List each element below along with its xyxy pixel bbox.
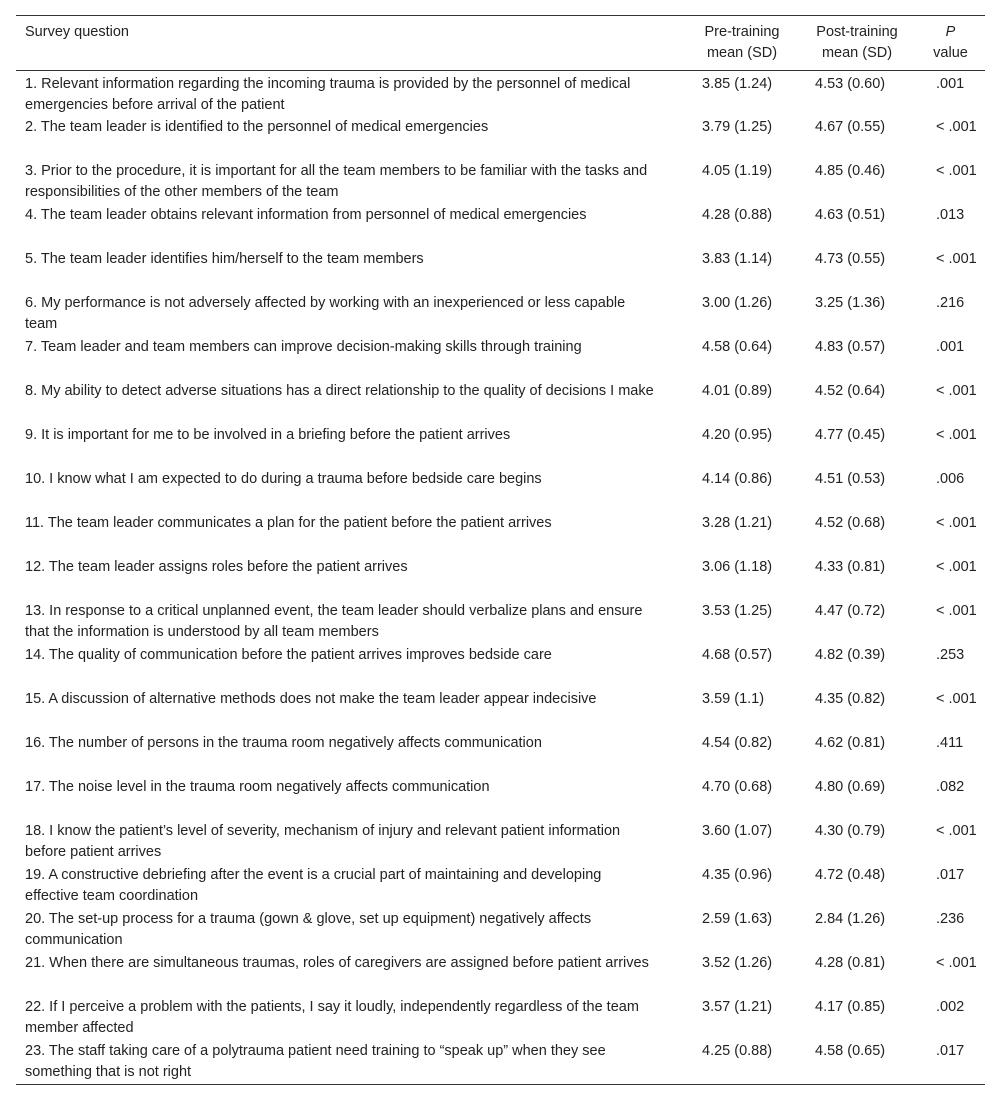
p-value-cell: < .001 bbox=[936, 691, 977, 707]
post-training-cell: 3.25 (1.36) bbox=[815, 295, 886, 311]
p-value-cell: < .001 bbox=[936, 603, 977, 619]
p-value-cell: .006 bbox=[936, 471, 965, 487]
table-row bbox=[16, 600, 985, 644]
header-post-line2: mean (SD) bbox=[821, 45, 893, 61]
p-value-cell: .017 bbox=[936, 1043, 965, 1059]
post-training-cell: 4.85 (0.46) bbox=[815, 163, 886, 179]
table-row bbox=[16, 424, 985, 468]
header-survey-question bbox=[16, 16, 686, 71]
pre-training-cell: 3.52 (1.26) bbox=[702, 955, 773, 971]
question-cell: 11. The team leader communicates a plan for the patient before the patient arrives bbox=[25, 515, 552, 531]
question-cell: 5. The team leader identifies him/herself to the team members bbox=[25, 251, 424, 267]
p-value-cell: .001 bbox=[936, 339, 965, 355]
post-training-cell: 4.77 (0.45) bbox=[815, 427, 886, 443]
p-value-cell: .013 bbox=[936, 207, 965, 223]
table-body bbox=[16, 71, 985, 1085]
question-cell: 12. The team leader assigns roles before the patient arrives bbox=[25, 559, 408, 575]
post-training-cell: 4.73 (0.55) bbox=[815, 251, 886, 267]
post-training-cell: 4.83 (0.57) bbox=[815, 339, 886, 355]
survey-results-table bbox=[16, 15, 985, 1085]
pre-training-cell: 4.35 (0.96) bbox=[702, 867, 773, 883]
p-value-cell: .002 bbox=[936, 999, 965, 1015]
question-cell: 1. Relevant information regarding the incoming trauma is provided by the personnel of medical emergencies before arrival of the patient bbox=[25, 76, 631, 113]
pre-training-cell: 2.59 (1.63) bbox=[702, 911, 773, 927]
post-training-cell: 4.63 (0.51) bbox=[815, 207, 886, 223]
p-value-cell: .001 bbox=[936, 76, 965, 92]
table-row bbox=[16, 116, 985, 160]
pre-training-cell: 4.25 (0.88) bbox=[702, 1043, 773, 1059]
post-training-cell: 4.35 (0.82) bbox=[815, 691, 886, 707]
table-row bbox=[16, 204, 985, 248]
question-cell: 23. The staff taking care of a polytrauma patient need training to “speak up” when they see something that is not right bbox=[25, 1043, 606, 1080]
post-training-cell: 2.84 (1.26) bbox=[815, 911, 886, 927]
table-row bbox=[16, 820, 985, 864]
p-value-cell: < .001 bbox=[936, 955, 977, 971]
table-header bbox=[16, 16, 985, 71]
header-question-label: Survey question bbox=[25, 24, 129, 40]
header-p-italic: P bbox=[945, 24, 956, 40]
p-value-cell: < .001 bbox=[936, 427, 977, 443]
table-row bbox=[16, 380, 985, 424]
p-value-cell: .017 bbox=[936, 867, 965, 883]
pre-training-cell: 4.28 (0.88) bbox=[702, 207, 773, 223]
pre-training-cell: 4.68 (0.57) bbox=[702, 647, 773, 663]
table-row bbox=[16, 644, 985, 688]
question-cell: 19. A constructive debriefing after the event is a crucial part of maintaining and developing effective team coordination bbox=[25, 867, 602, 904]
header-p-value bbox=[916, 16, 985, 71]
pre-training-cell: 4.54 (0.82) bbox=[702, 735, 773, 751]
table-row bbox=[16, 908, 985, 952]
table-row bbox=[16, 1040, 985, 1084]
question-cell: 14. The quality of communication before the patient arrives improves bedside care bbox=[25, 647, 552, 663]
pre-training-cell: 3.06 (1.18) bbox=[702, 559, 773, 575]
question-cell: 6. My performance is not adversely affected by working with an inexperienced or less capable team bbox=[25, 295, 626, 332]
table-row bbox=[16, 864, 985, 908]
table-row bbox=[16, 512, 985, 556]
pre-training-cell: 3.59 (1.1) bbox=[702, 691, 765, 707]
question-cell: 17. The noise level in the trauma room negatively affects communication bbox=[25, 779, 490, 795]
header-post-line1: Post-training bbox=[816, 24, 898, 40]
header-pre-line1: Pre-training bbox=[704, 24, 780, 40]
p-value-cell: .253 bbox=[936, 647, 965, 663]
p-value-cell: < .001 bbox=[936, 559, 977, 575]
pre-training-cell: 3.28 (1.21) bbox=[702, 515, 773, 531]
table-row bbox=[16, 160, 985, 204]
post-training-cell: 4.62 (0.81) bbox=[815, 735, 886, 751]
p-value-cell: < .001 bbox=[936, 251, 977, 267]
question-cell: 15. A discussion of alternative methods does not make the team leader appear indecisive bbox=[25, 691, 597, 707]
question-cell: 10. I know what I am expected to do during a trauma before bedside care begins bbox=[25, 471, 542, 487]
p-value-cell: .411 bbox=[936, 735, 964, 751]
post-training-cell: 4.47 (0.72) bbox=[815, 603, 886, 619]
post-training-cell: 4.67 (0.55) bbox=[815, 119, 886, 135]
header-pre-line2: mean (SD) bbox=[706, 45, 778, 61]
table-row bbox=[16, 248, 985, 292]
post-training-cell: 4.17 (0.85) bbox=[815, 999, 886, 1015]
p-value-cell: < .001 bbox=[936, 119, 977, 135]
post-training-cell: 4.58 (0.65) bbox=[815, 1043, 886, 1059]
pre-training-cell: 3.85 (1.24) bbox=[702, 76, 773, 92]
question-cell: 20. The set-up process for a trauma (gown & glove, set up equipment) negatively affects communication bbox=[25, 911, 592, 948]
question-cell: 22. If I perceive a problem with the patients, I say it loudly, independently regardless of the team member affected bbox=[25, 999, 639, 1036]
question-cell: 2. The team leader is identified to the personnel of medical emergencies bbox=[25, 119, 489, 135]
post-training-cell: 4.28 (0.81) bbox=[815, 955, 886, 971]
header-post-training bbox=[798, 16, 916, 71]
pre-training-cell: 3.00 (1.26) bbox=[702, 295, 773, 311]
header-p-line2: value bbox=[933, 45, 968, 61]
question-cell: 7. Team leader and team members can improve decision-making skills through training bbox=[25, 339, 582, 355]
question-cell: 3. Prior to the procedure, it is important for all the team members to be familiar with the tasks and responsibilities of the other members of the team bbox=[25, 163, 648, 200]
p-value-cell: .216 bbox=[936, 295, 965, 311]
table-row bbox=[16, 292, 985, 336]
pre-training-cell: 4.20 (0.95) bbox=[702, 427, 773, 443]
post-training-cell: 4.33 (0.81) bbox=[815, 559, 886, 575]
table-row bbox=[16, 468, 985, 512]
table-row bbox=[16, 732, 985, 776]
pre-training-cell: 4.58 (0.64) bbox=[702, 339, 773, 355]
table-row bbox=[16, 952, 985, 996]
post-training-cell: 4.72 (0.48) bbox=[815, 867, 886, 883]
p-value-cell: < .001 bbox=[936, 823, 977, 839]
table-row bbox=[16, 71, 985, 117]
question-cell: 8. My ability to detect adverse situations has a direct relationship to the quality of decisions I make bbox=[25, 383, 654, 399]
question-cell: 4. The team leader obtains relevant information from personnel of medical emergencies bbox=[25, 207, 587, 223]
p-value-cell: < .001 bbox=[936, 383, 977, 399]
pre-training-cell: 3.83 (1.14) bbox=[702, 251, 773, 267]
table-row bbox=[16, 996, 985, 1040]
post-training-cell: 4.80 (0.69) bbox=[815, 779, 886, 795]
post-training-cell: 4.53 (0.60) bbox=[815, 76, 886, 92]
post-training-cell: 4.52 (0.68) bbox=[815, 515, 886, 531]
table-row bbox=[16, 776, 985, 820]
question-cell: 13. In response to a critical unplanned event, the team leader should verbalize plans and ensure that the information is understood by all team members bbox=[25, 603, 643, 640]
question-cell: 9. It is important for me to be involved in a briefing before the patient arrives bbox=[25, 427, 511, 443]
pre-training-cell: 3.60 (1.07) bbox=[702, 823, 773, 839]
pre-training-cell: 4.14 (0.86) bbox=[702, 471, 773, 487]
p-value-cell: < .001 bbox=[936, 515, 977, 531]
header-row bbox=[16, 16, 985, 71]
pre-training-cell: 3.57 (1.21) bbox=[702, 999, 773, 1015]
pre-training-cell: 4.70 (0.68) bbox=[702, 779, 773, 795]
pre-training-cell: 3.53 (1.25) bbox=[702, 603, 773, 619]
table-row bbox=[16, 336, 985, 380]
p-value-cell: < .001 bbox=[936, 163, 977, 179]
question-cell: 18. I know the patient’s level of severity, mechanism of injury and relevant patient information before patient arrives bbox=[25, 823, 621, 860]
table-row bbox=[16, 556, 985, 600]
p-value-cell: .082 bbox=[936, 779, 965, 795]
post-training-cell: 4.82 (0.39) bbox=[815, 647, 886, 663]
pre-training-cell: 3.79 (1.25) bbox=[702, 119, 773, 135]
post-training-cell: 4.52 (0.64) bbox=[815, 383, 886, 399]
survey-table-container bbox=[16, 15, 985, 1085]
header-pre-training bbox=[686, 16, 798, 71]
pre-training-cell: 4.01 (0.89) bbox=[702, 383, 773, 399]
question-cell: 16. The number of persons in the trauma room negatively affects communication bbox=[25, 735, 542, 751]
p-value-cell: .236 bbox=[936, 911, 965, 927]
question-cell: 21. When there are simultaneous traumas, roles of caregivers are assigned before patient arrives bbox=[25, 955, 649, 971]
pre-training-cell: 4.05 (1.19) bbox=[702, 163, 773, 179]
post-training-cell: 4.30 (0.79) bbox=[815, 823, 886, 839]
table-row bbox=[16, 688, 985, 732]
post-training-cell: 4.51 (0.53) bbox=[815, 471, 886, 487]
